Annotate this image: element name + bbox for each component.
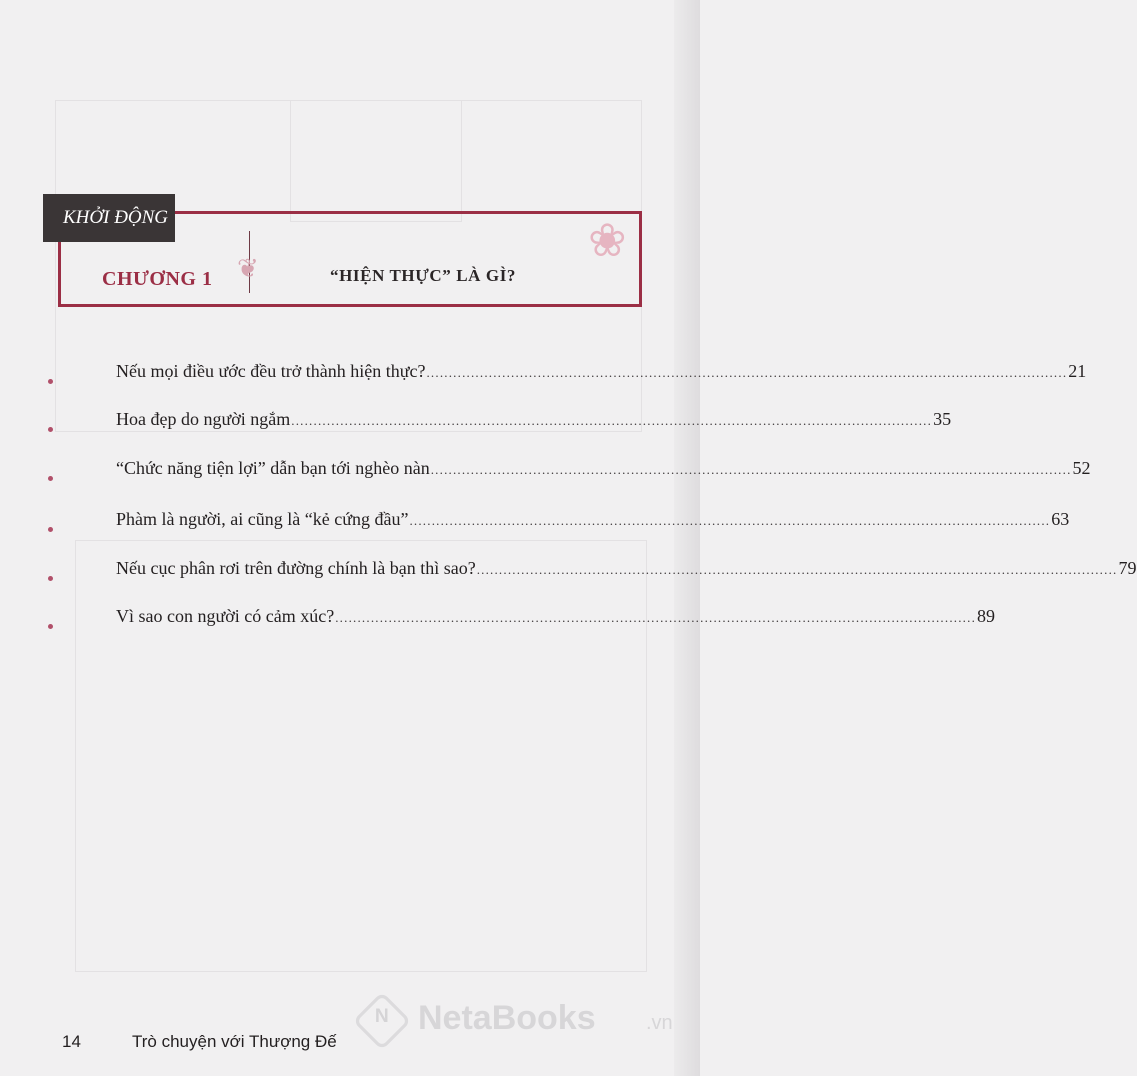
dot-leader: ................................................................................................................................................	[409, 513, 1051, 528]
toc-item-page: 63	[1051, 509, 1070, 529]
netabooks-logo-icon: N	[353, 992, 412, 1051]
toc-item-title: Phàm là người, ai cũng là “kẻ cứng đầu”	[116, 509, 409, 529]
background-illustration-panel	[290, 100, 462, 222]
dot-leader: ................................................................................................................................................	[291, 413, 933, 428]
watermark-tld: .vn	[646, 1012, 673, 1034]
dot-leader: ................................................................................................................................................	[476, 562, 1118, 577]
dot-leader: ................................................................................................................................................	[335, 610, 977, 625]
running-title: Trò chuyện với Thượng Đế	[132, 1032, 337, 1051]
toc-item[interactable]	[48, 606, 996, 632]
toc-item-page: 89	[977, 606, 996, 626]
toc-item-page: 35	[933, 409, 952, 429]
toc-item[interactable]	[48, 409, 952, 435]
toc-item-page: 21	[1068, 361, 1087, 381]
leaf-ornament-icon: ❦	[237, 254, 259, 283]
toc-item-title: “Chức năng tiện lợi” dẫn bạn tới nghèo nàn	[116, 458, 430, 478]
bullet-icon	[48, 476, 53, 481]
bullet-icon	[48, 576, 53, 581]
watermark	[356, 993, 686, 1053]
bullet-icon	[48, 527, 53, 532]
toc-item[interactable]	[48, 558, 1137, 584]
chapter-number: CHƯƠNG 1	[102, 268, 213, 290]
background-illustration-panel	[75, 540, 647, 972]
section-badge	[43, 194, 175, 242]
toc-item[interactable]	[48, 509, 1070, 535]
toc-item-title: Hoa đẹp do người ngắm	[116, 409, 291, 429]
toc-item[interactable]	[48, 361, 1087, 387]
toc-item-page: 52	[1072, 458, 1091, 478]
toc-item-title: Nếu cục phân rơi trên đường chính là bạn thì sao?	[116, 558, 476, 578]
page-number: 14	[62, 1032, 81, 1051]
dot-leader: ................................................................................................................................................	[426, 365, 1068, 380]
toc-item-title: Vì sao con người có cảm xúc?	[116, 606, 335, 626]
page-edge	[674, 0, 700, 1076]
toc-item[interactable]	[48, 458, 1091, 484]
section-badge-label: KHỞI ĐỘNG	[63, 207, 169, 228]
bullet-icon	[48, 427, 53, 432]
dot-leader: ................................................................................................................................................	[430, 462, 1072, 477]
toc-item-page: 79	[1118, 558, 1137, 578]
toc-item-title: Nếu mọi điều ước đều trở thành hiện thực?	[116, 361, 426, 381]
bullet-icon	[48, 379, 53, 384]
bullet-icon	[48, 624, 53, 629]
watermark-brand: NetaBooks	[418, 999, 596, 1037]
flower-ornament-icon: ❀	[588, 215, 627, 266]
chapter-title: “HIỆN THỰC” LÀ GÌ?	[330, 266, 517, 285]
